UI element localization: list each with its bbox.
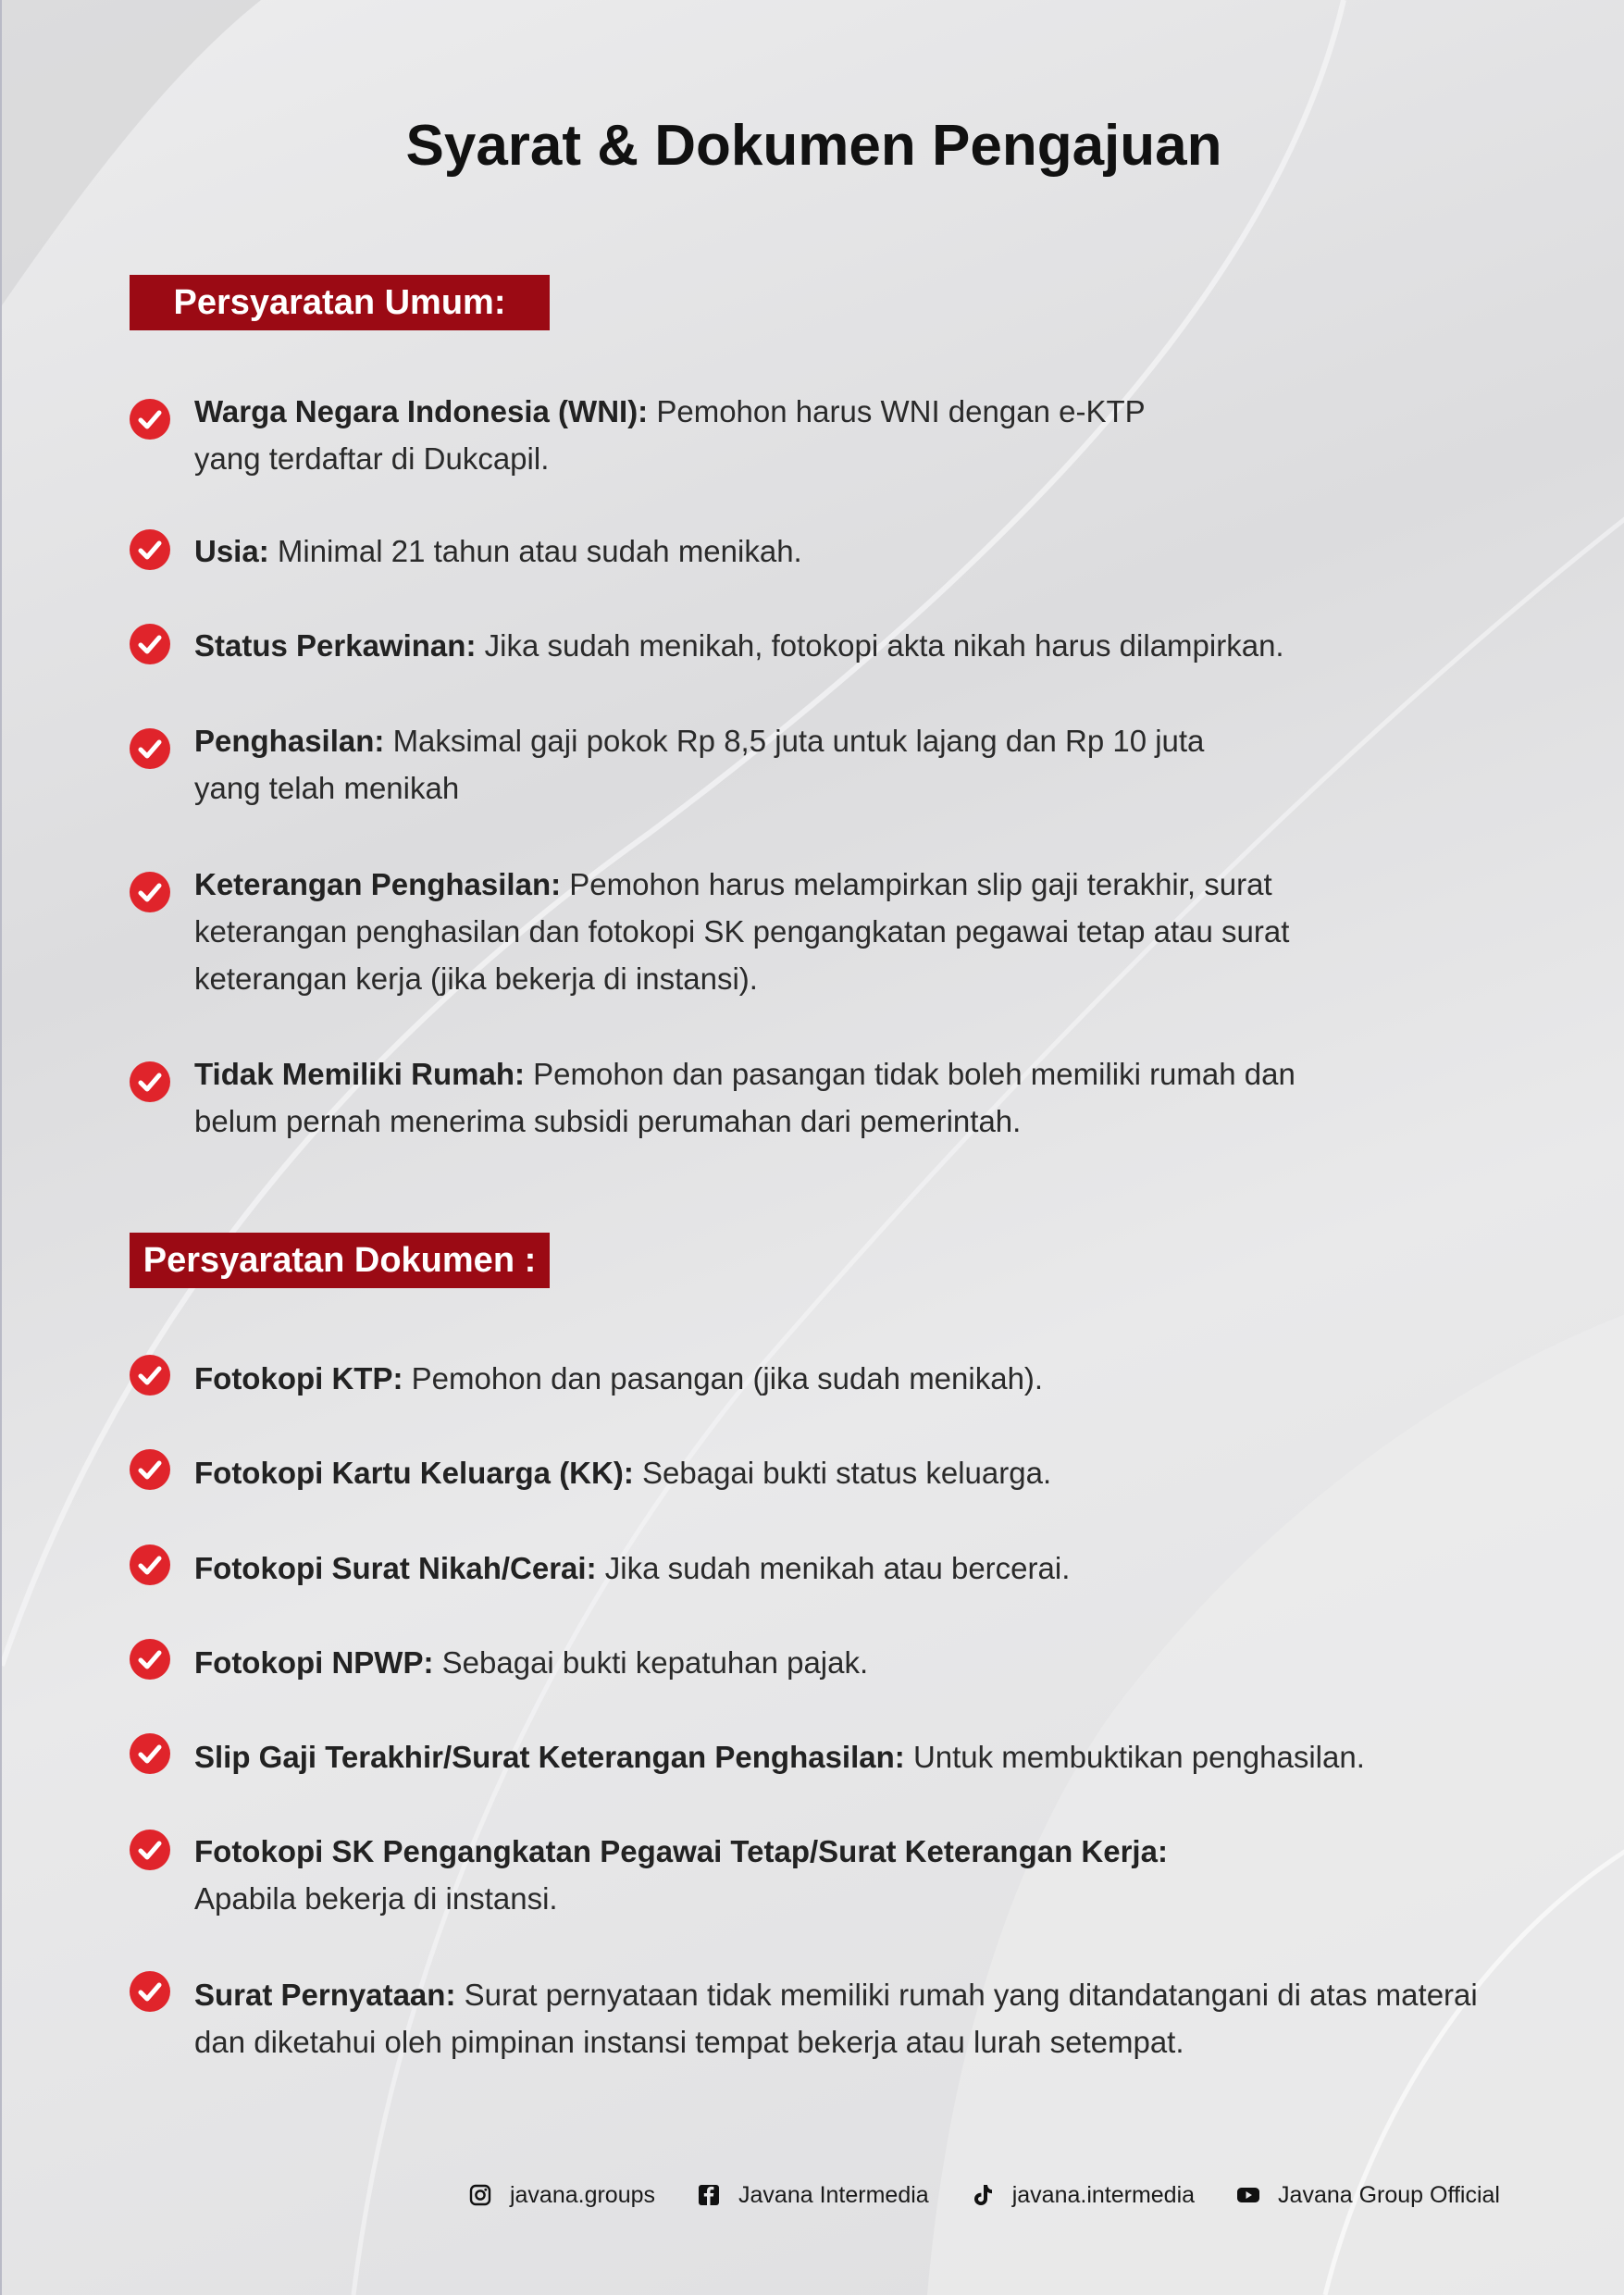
requirement-text: Penghasilan: Maksimal gaji pokok Rp 8,5 juta untuk lajang dan Rp 10 juta yang telah menikah [194,724,1205,805]
document-label: Fotokopi Kartu Keluarga (KK): [194,1456,634,1490]
requirement-text: Status Perkawinan: Jika sudah menikah, fotokopi akta nikah harus dilampirkan. [194,628,1284,663]
requirement-label: Tidak Memiliki Rumah: [194,1057,525,1091]
page-title: Syarat & Dokumen Pengajuan [405,114,1222,178]
document-label: Fotokopi NPWP: [194,1645,434,1680]
check-icon [130,1639,170,1680]
requirement-label: Warga Negara Indonesia (WNI): [194,394,649,428]
check-icon [130,728,170,769]
check-icon [130,1355,170,1396]
check-icon [130,872,170,912]
document-label: Fotokopi SK Pengangkatan Pegawai Tetap/Surat Keterangan Kerja: [194,1834,1168,1868]
youtube-icon [1235,2182,1261,2208]
document-text: Fotokopi KTP: Pemohon dan pasangan (jika sudah menikah). [194,1361,1044,1396]
background-swoosh-decoration [2,0,1624,2295]
social-footer [467,2177,1500,2214]
check-icon [130,1449,170,1490]
document-label: Surat Pernyataan: [194,1978,456,2012]
social-label: Javana Group Official [1278,2181,1500,2208]
requirement-label: Usia: [194,534,269,568]
requirement-text: Tidak Memiliki Rumah: Pemohon dan pasangan tidak boleh memiliki rumah dan belum pernah menerima subsidi perumahan dari pemerintah. [194,1057,1295,1138]
check-icon [130,1544,170,1585]
social-instagram[interactable] [467,2182,655,2209]
facebook-icon [696,2182,722,2208]
social-youtube[interactable] [1235,2182,1500,2209]
requirement-label: Status Perkawinan: [194,628,477,663]
check-icon [130,529,170,570]
document-text: Fotokopi SK Pengangkatan Pegawai Tetap/Surat Keterangan Kerja: Apabila bekerja di instansi. [194,1834,1168,1916]
document-text: Fotokopi NPWP: Sebagai bukti kepatuhan pajak. [194,1645,869,1680]
document-text: Surat Pernyataan: Surat pernyataan tidak memiliki rumah yang ditandatangani di atas materai dan diketahui oleh pimpinan instansi tempat bekerja atau lurah setempat. [194,1978,1478,2059]
document-label: Fotokopi Surat Nikah/Cerai: [194,1551,597,1585]
check-icon [130,1830,170,1870]
social-label: javana.intermedia [1011,2181,1196,2208]
section-heading-general: Persyaratan Umum: [130,275,550,330]
document-text: Fotokopi Kartu Keluarga (KK): Sebagai bukti status keluarga. [194,1456,1052,1490]
requirement-label: Penghasilan: [194,724,385,758]
document-label: Fotokopi KTP: [194,1361,403,1396]
check-icon [130,1061,170,1102]
requirement-label: Keterangan Penghasilan: [194,867,562,901]
tiktok-icon [970,2182,996,2208]
instagram-icon [467,2182,493,2208]
check-icon [130,1971,170,2012]
social-label: javana.groups [509,2181,656,2208]
requirement-text: Warga Negara Indonesia (WNI): Pemohon harus WNI dengan e-KTP yang terdaftar di Dukcapil. [194,394,1146,476]
check-icon [130,399,170,440]
social-facebook[interactable] [696,2182,929,2209]
document-text: Slip Gaji Terakhir/Surat Keterangan Penghasilan: Untuk membuktikan penghasilan. [194,1740,1365,1774]
section-heading-documents: Persyaratan Dokumen : [130,1233,550,1288]
check-icon [130,624,170,664]
requirement-text: Keterangan Penghasilan: Pemohon harus melampirkan slip gaji terakhir, surat keterangan penghasilan dan fotokopi SK pengangkatan pegawai tetap atau surat keterangan kerja (jika bekerja di instansi). [194,867,1290,996]
requirement-text: Usia: Minimal 21 tahun atau sudah menikah. [194,534,802,568]
social-label: Javana Intermedia [738,2181,929,2208]
check-icon [130,1733,170,1774]
social-tiktok[interactable] [970,2182,1195,2209]
document-label: Slip Gaji Terakhir/Surat Keterangan Penghasilan: [194,1740,905,1774]
document-text: Fotokopi Surat Nikah/Cerai: Jika sudah menikah atau bercerai. [194,1551,1071,1585]
